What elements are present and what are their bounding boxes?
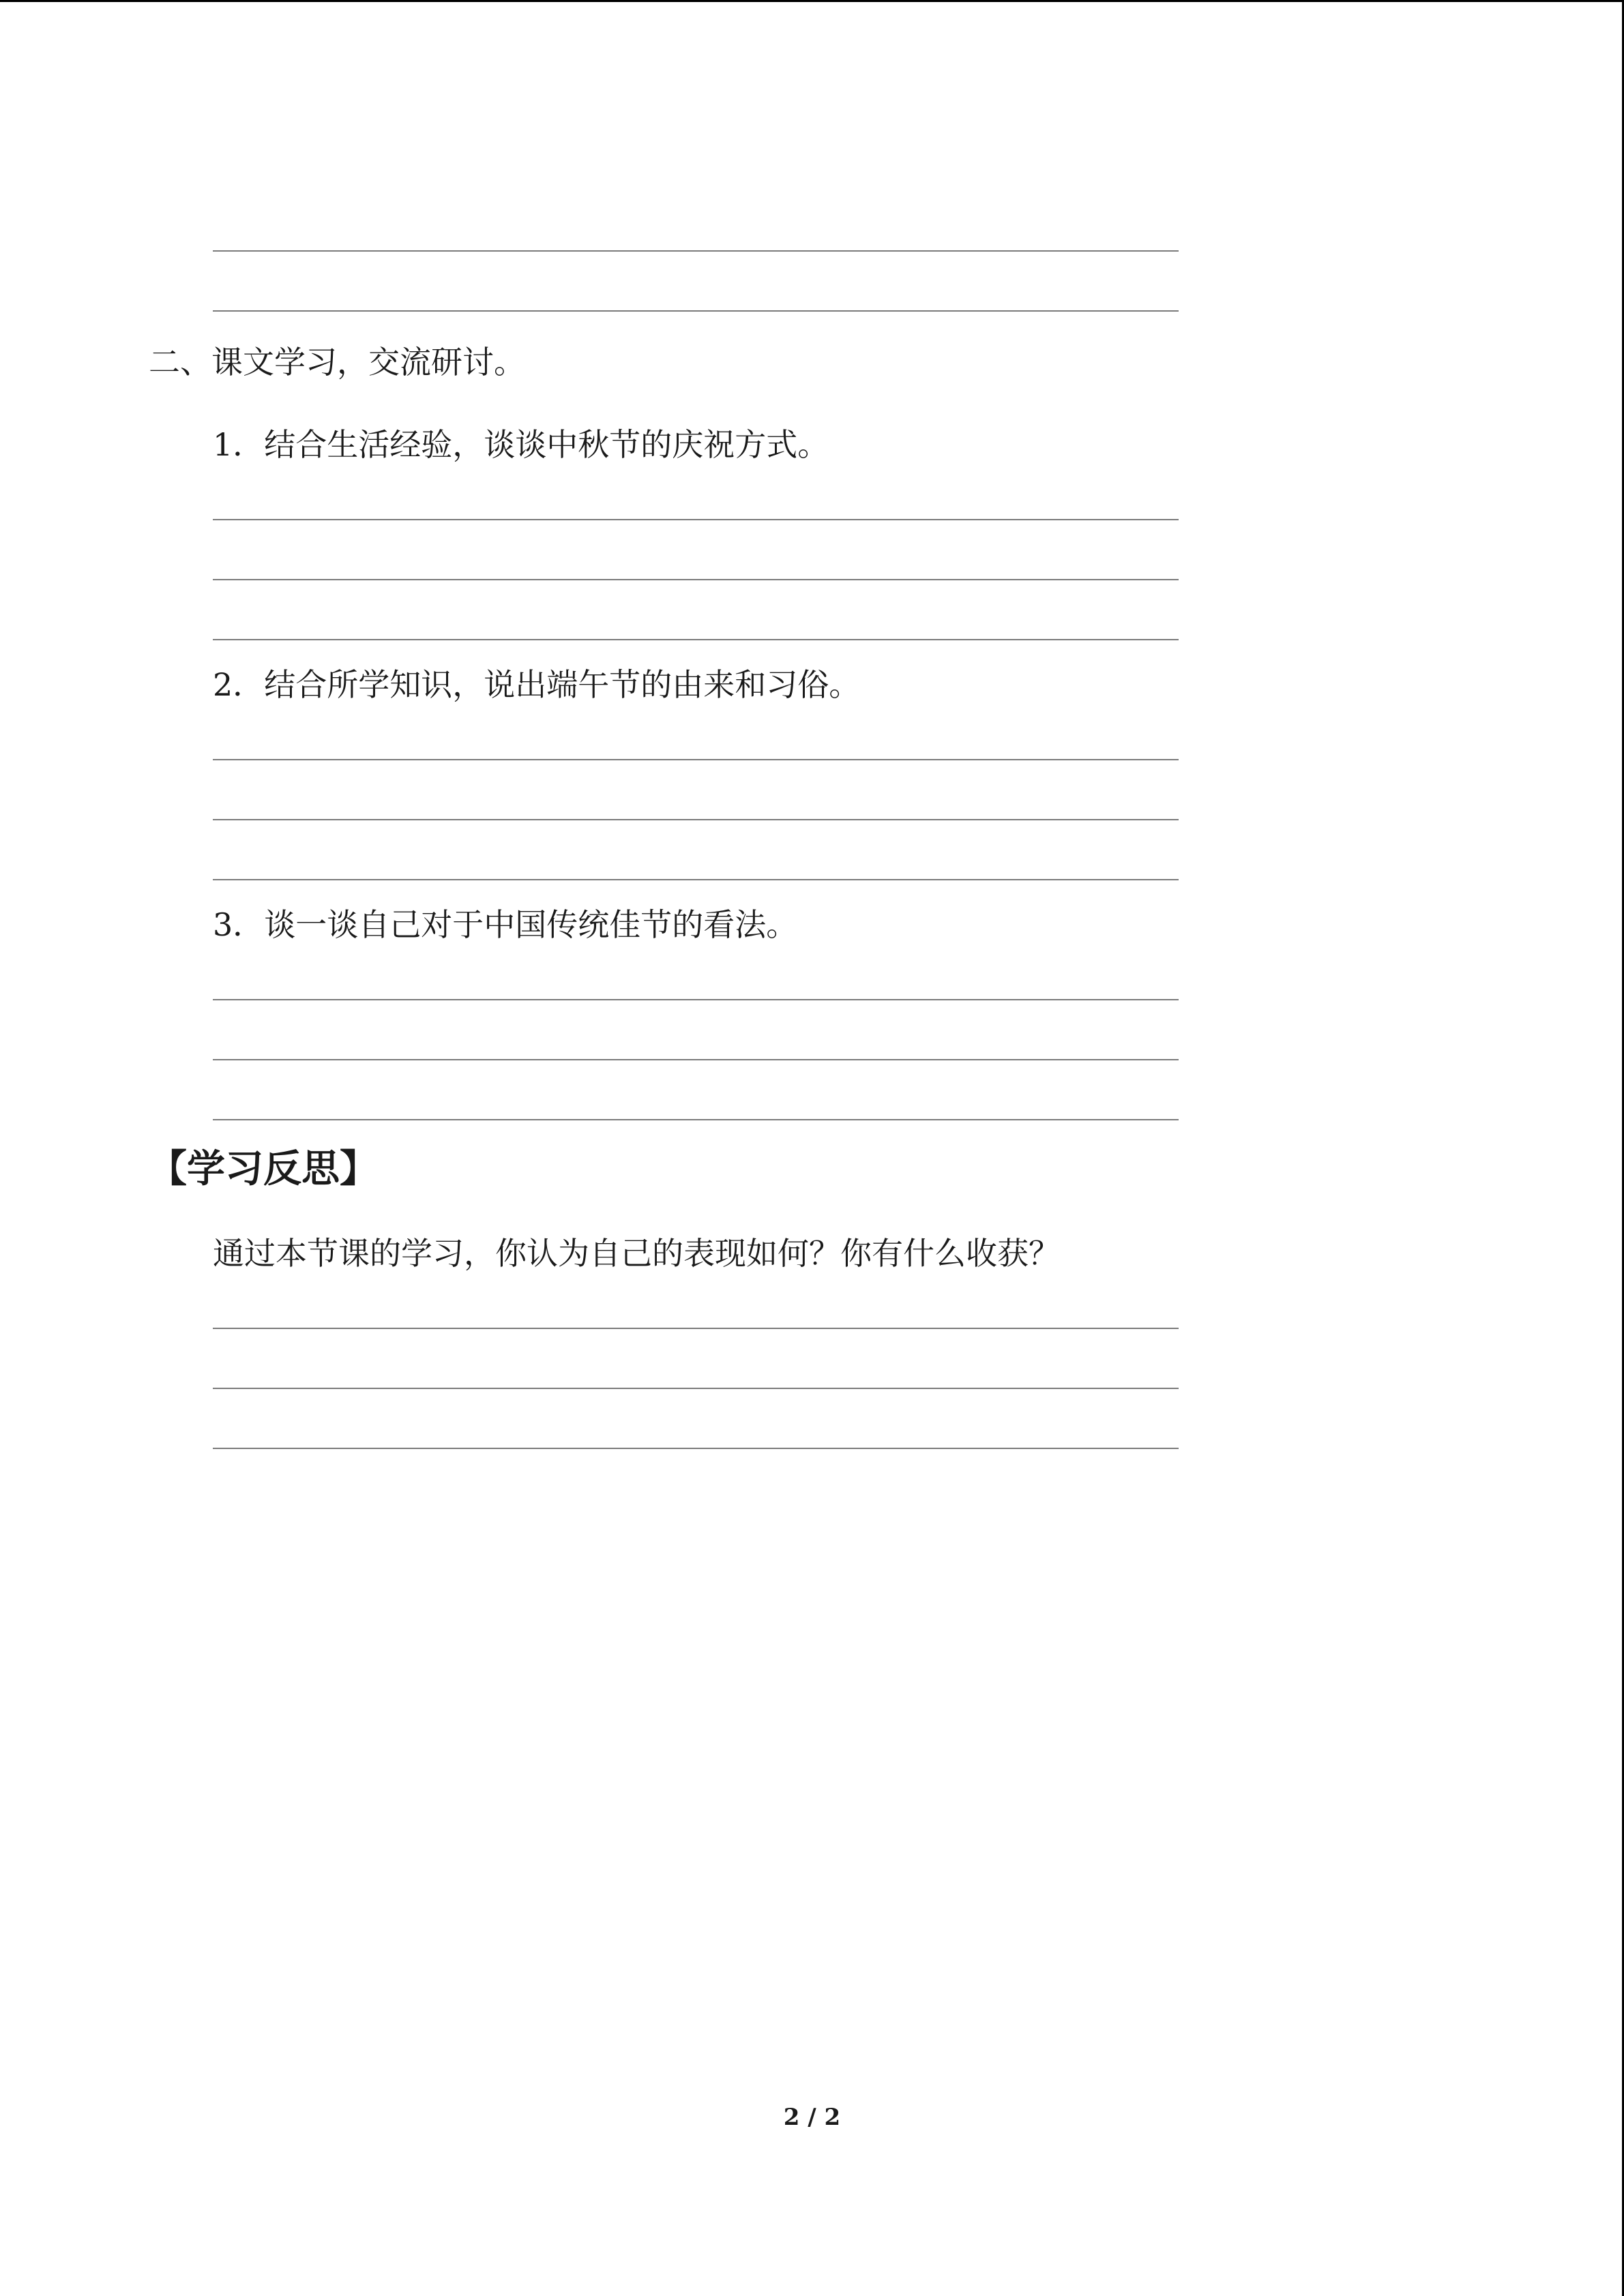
section-heading: 二、课文学习，交流研讨。 [149,344,525,381]
question-3: 3．谈一谈自己对于中国传统佳节的看法。 [213,906,798,943]
page-number: 2 / 2 [783,2104,841,2131]
answer-line[interactable] [213,1119,1179,1120]
answer-line[interactable] [213,639,1179,640]
page-top-border [0,0,1624,2]
answer-line[interactable] [213,879,1179,880]
question-1: 1．结合生活经验，谈谈中秋节的庆祝方式。 [213,426,829,463]
answer-line[interactable] [213,310,1179,312]
answer-line[interactable] [213,579,1179,580]
answer-line[interactable] [213,1448,1179,1449]
answer-line[interactable] [213,1328,1179,1329]
answer-line[interactable] [213,519,1179,520]
question-2: 2．结合所学知识，说出端午节的由来和习俗。 [213,666,861,703]
reflection-prompt: 通过本节课的学习，你认为自己的表现如何？你有什么收获？ [213,1235,1060,1272]
answer-line[interactable] [213,819,1179,820]
answer-line[interactable] [213,759,1179,760]
answer-line[interactable] [213,250,1179,252]
answer-line[interactable] [213,1059,1179,1060]
reflection-heading: 【学习反思】 [149,1146,378,1191]
answer-line[interactable] [213,1388,1179,1389]
answer-line[interactable] [213,999,1179,1000]
